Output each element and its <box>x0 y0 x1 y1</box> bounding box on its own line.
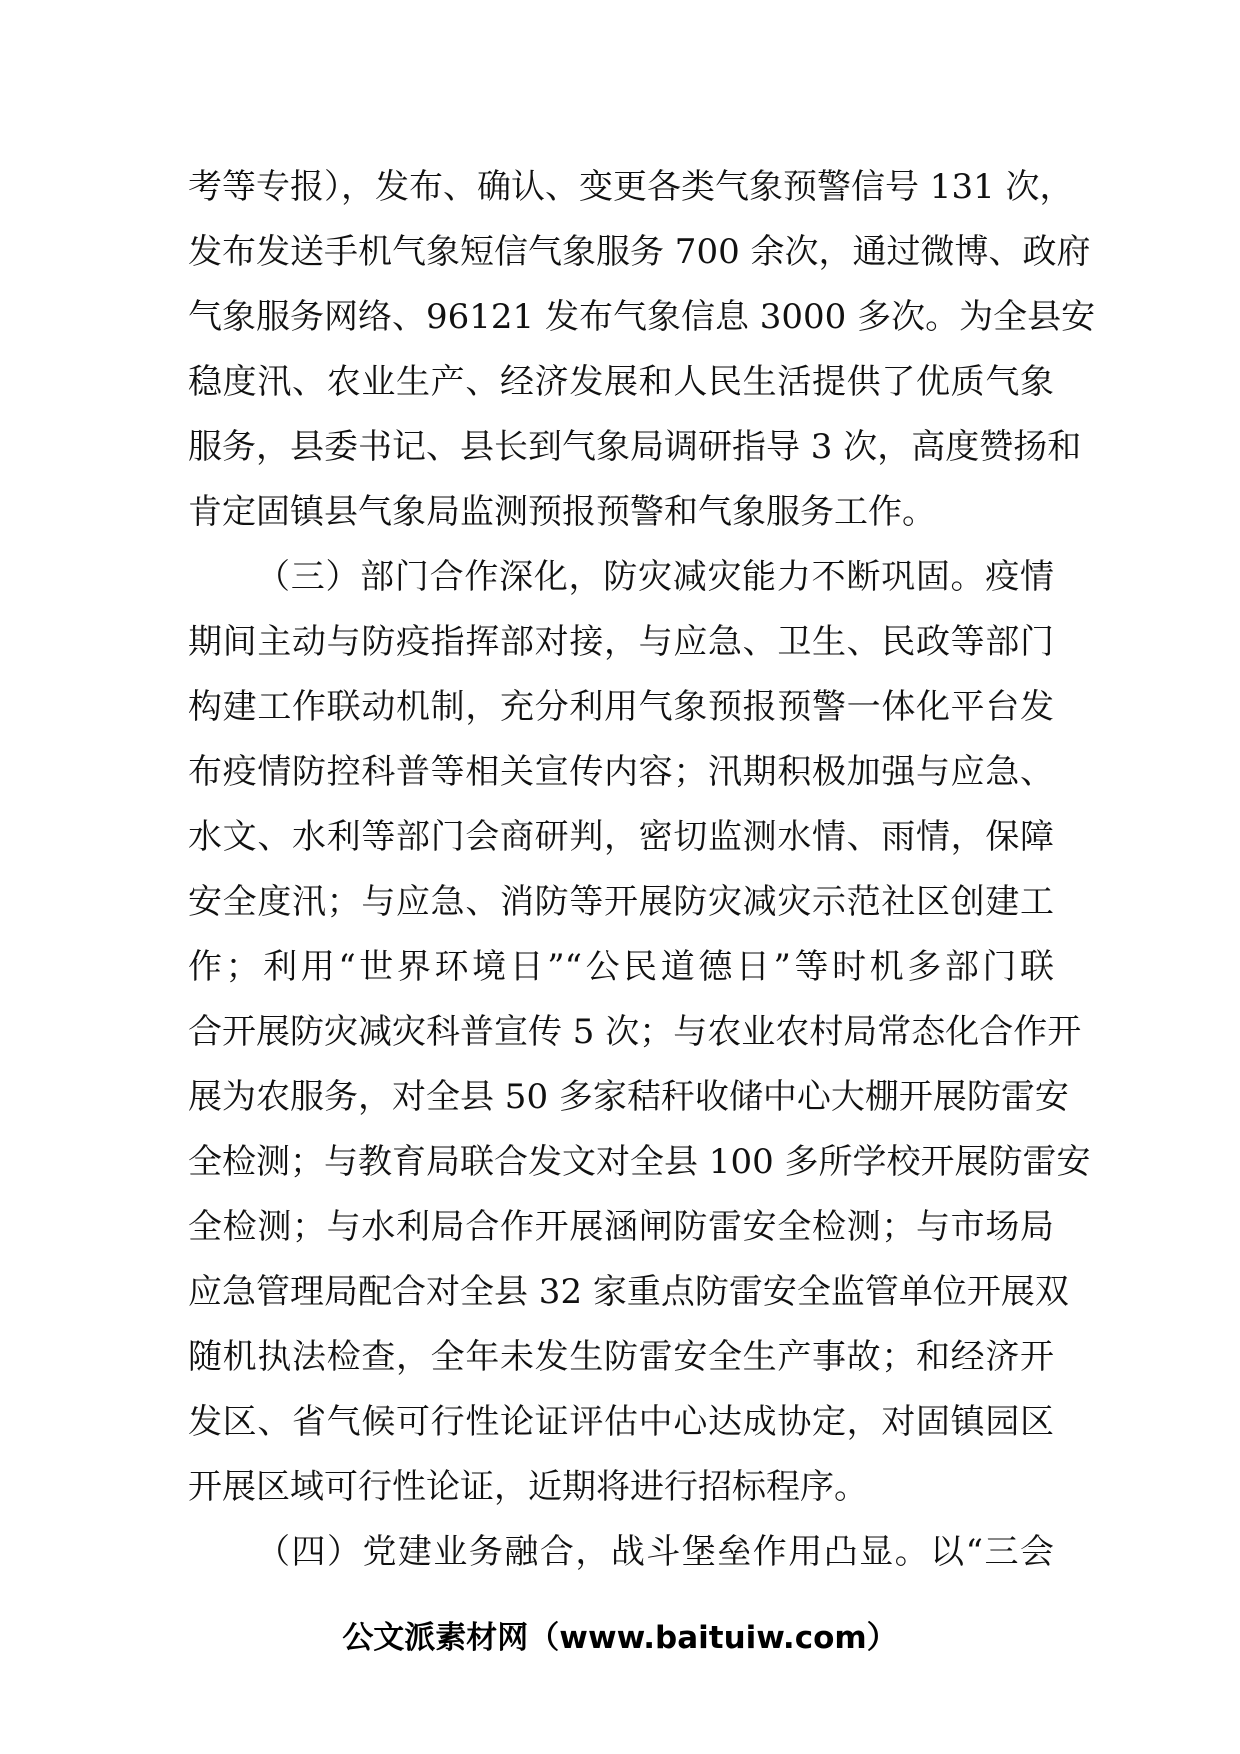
paragraph-2-line-7: 作；利用“世界环境日”“公民道德日”等时机多部门联 <box>188 947 1054 987</box>
document-body <box>188 155 1096 1585</box>
paragraph-2-line-9: 展为农服务，对全县 50 多家秸秆收储中心大棚开展防雷安 <box>188 1077 1069 1117</box>
paragraph-2-line-3: 构建工作联动机制，充分利用气象预报预警一体化平台发 <box>188 687 1054 727</box>
paragraph-1-line-3: 气象服务网络、96121 发布气象信息 3000 多次。为全县安 <box>188 297 1096 337</box>
paragraph-2-line-14: 发区、省气候可行性论证评估中心达成协定，对固镇园区 <box>188 1402 1054 1442</box>
paragraph-2-line-15: 开展区域可行性论证，近期将进行招标程序。 <box>188 1467 868 1507</box>
watermark-footer: 公文派素材网（www.baituiw.com） <box>342 1620 898 1656</box>
paragraph-2-line-4: 布疫情防控科普等相关宣传内容；汛期积极加强与应急、 <box>188 752 1054 792</box>
paragraph-2-line-11: 全检测；与水利局合作开展涵闸防雷安全检测；与市场局 <box>188 1207 1054 1247</box>
paragraph-2-line-1: （三）部门合作深化，防灾减灾能力不断巩固。疫情 <box>256 557 1054 597</box>
paragraph-1-line-2: 发布发送手机气象短信气象服务 700 余次，通过微博、政府 <box>188 232 1091 272</box>
paragraph-2-line-13: 随机执法检查，全年未发生防雷安全生产事故；和经济开 <box>188 1337 1054 1377</box>
paragraph-2-line-2: 期间主动与防疫指挥部对接，与应急、卫生、民政等部门 <box>188 622 1054 662</box>
paragraph-1-line-4: 稳度汛、农业生产、经济发展和人民生活提供了优质气象 <box>188 362 1054 402</box>
paragraph-2-line-6: 安全度汛；与应急、消防等开展防灾减灾示范社区创建工 <box>188 882 1054 922</box>
paragraph-1-line-5: 服务，县委书记、县长到气象局调研指导 3 次，高度赞扬和 <box>188 427 1082 467</box>
paragraph-2-line-12: 应急管理局配合对全县 32 家重点防雷安全监管单位开展双 <box>188 1272 1069 1312</box>
paragraph-3-line-1: （四）党建业务融合，战斗堡垒作用凸显。以“三会 <box>256 1532 1054 1572</box>
paragraph-1-line-6: 肯定固镇县气象局监测预报预警和气象服务工作。 <box>188 492 936 532</box>
paragraph-2-line-10: 全检测；与教育局联合发文对全县 100 多所学校开展防雷安 <box>188 1142 1091 1182</box>
paragraph-2-line-5: 水文、水利等部门会商研判，密切监测水情、雨情，保障 <box>188 817 1054 857</box>
paragraph-1-line-1: 考等专报），发布、确认、变更各类气象预警信号 131 次， <box>188 167 1074 207</box>
paragraph-2-line-8: 合开展防灾减灾科普宣传 5 次；与农业农村局常态化合作开 <box>188 1012 1082 1052</box>
